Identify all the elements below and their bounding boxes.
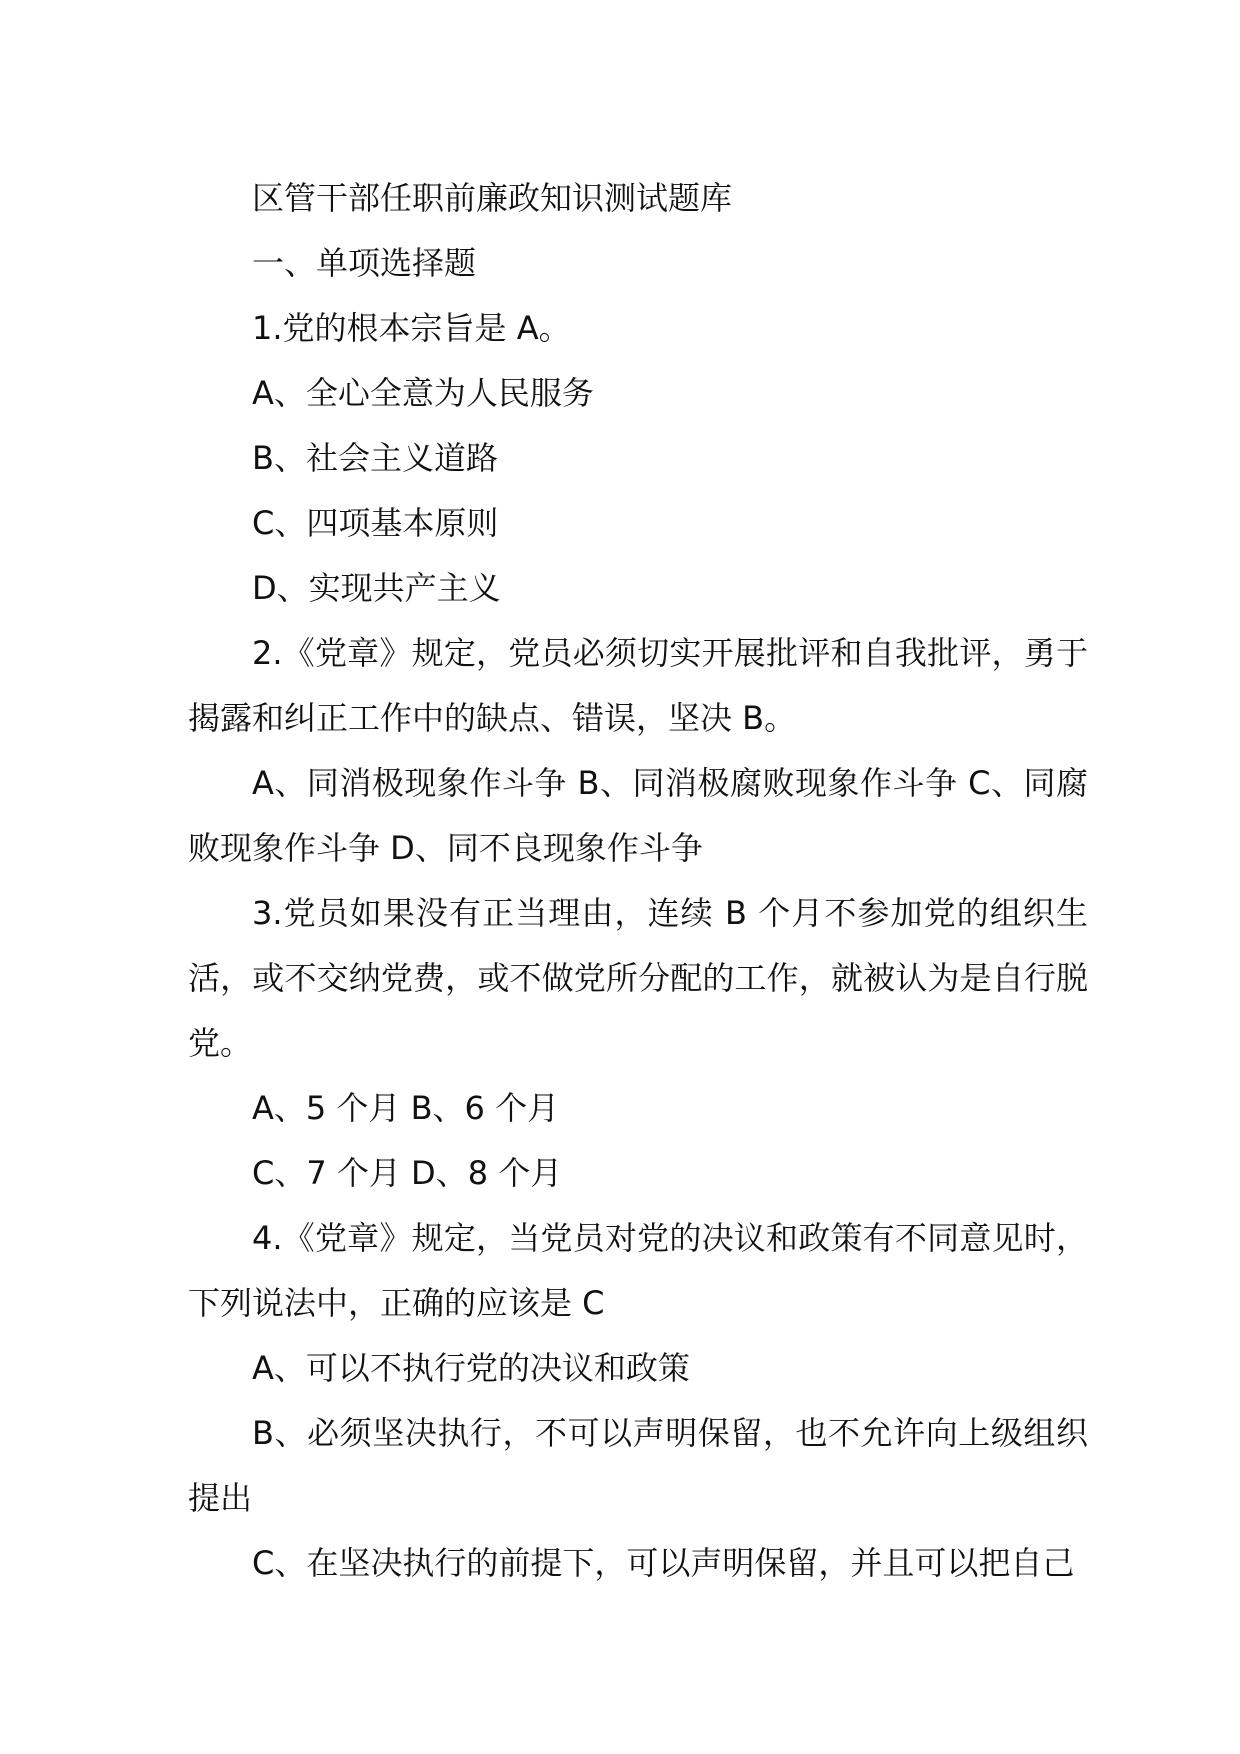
paragraph: A、5 个月 B、6 个月: [252, 1089, 560, 1127]
paragraph: 1.党的根本宗旨是 A。: [252, 309, 571, 347]
paragraph: A、同消极现象作斗争 B、同消极腐败现象作斗争 C、同腐败现象作斗争 D、同不良现象作斗争: [188, 764, 1088, 867]
paragraph: D、实现共产主义: [252, 569, 501, 607]
paragraph: C、在坚决执行的前提下，可以声明保留，并且可以把自己: [252, 1544, 1075, 1582]
paragraph: C、四项基本原则: [252, 504, 499, 542]
paragraph: B、必须坚决执行，不可以声明保留，也不允许向上级组织提出: [188, 1414, 1088, 1517]
document-title: 区管干部任职前廉政知识测试题库: [252, 179, 733, 217]
section-heading: 一、单项选择题: [252, 244, 477, 282]
paragraph: A、可以不执行党的决议和政策: [252, 1349, 690, 1387]
paragraph: 2.《党章》规定，党员必须切实开展批评和自我批评，勇于揭露和纠正工作中的缺点、错误，坚决 B。: [188, 634, 1088, 737]
paragraph: B、社会主义道路: [252, 439, 498, 477]
paragraph: 3.党员如果没有正当理由，连续 B 个月不参加党的组织生活，或不交纳党费，或不做党所分配的工作，就被认为是自行脱党。: [188, 894, 1088, 1062]
paragraph: 4.《党章》规定，当党员对党的决议和政策有不同意见时，下列说法中，正确的应该是 C: [188, 1219, 1088, 1322]
paragraph: C、7 个月 D、8 个月: [252, 1154, 563, 1192]
paragraph: A、全心全意为人民服务: [252, 374, 594, 412]
document-body: [188, 166, 1088, 1596]
